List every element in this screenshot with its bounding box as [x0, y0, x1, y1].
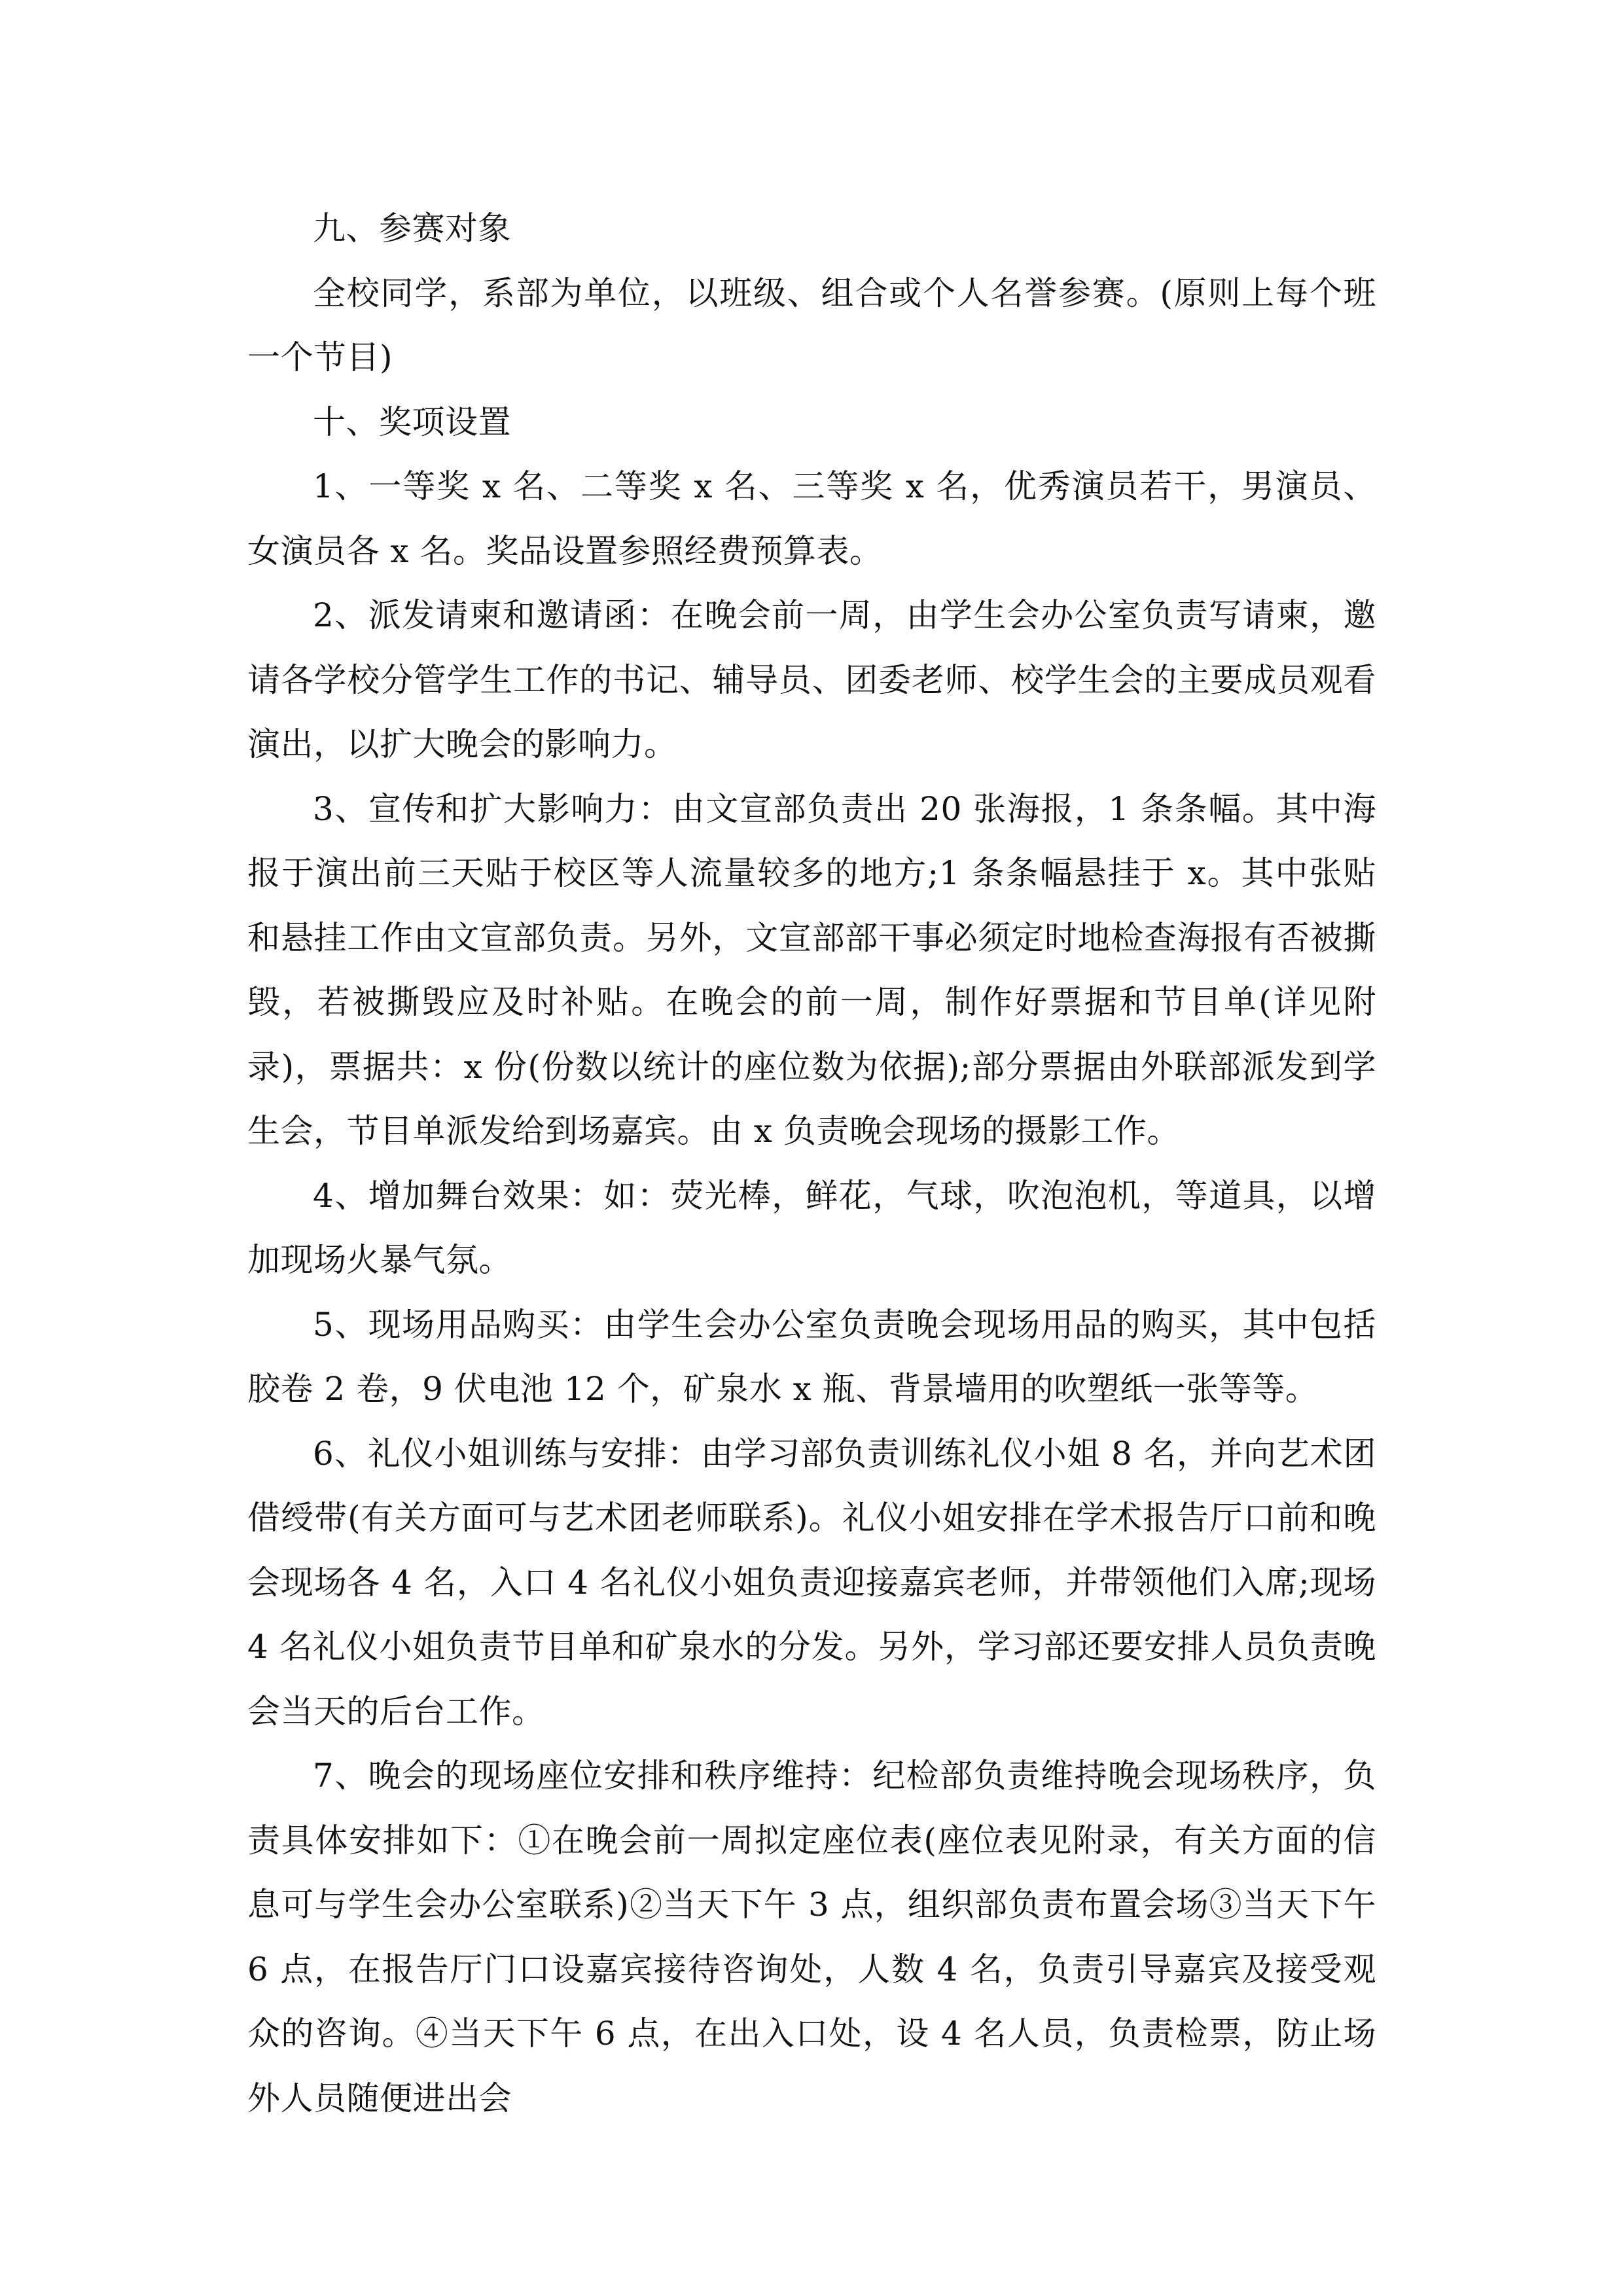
section-heading-10: 十、奖项设置: [313, 403, 511, 441]
document-body: [247, 196, 1376, 2130]
supplies-paragraph: 5、现场用品购买：由学生会办公室负责晚会现场用品的购买，其中包括胶卷 2 卷，9 伏电池 12 个，矿泉水 x 瓶、背景墙用的吹塑纸一张等等。: [247, 1305, 1376, 1408]
invitation-paragraph: 2、派发请柬和邀请函：在晚会前一周，由学生会办公室负责写请柬，邀请各学校分管学生工作的书记、辅导员、团委老师、校学生会的主要成员观看演出，以扩大晚会的影响力。: [247, 596, 1376, 763]
participants-paragraph: 全校同学，系部为单位，以班级、组合或个人名誉参赛。(原则上每个班一个节目): [247, 274, 1376, 376]
stage-effects-paragraph: 4、增加舞台效果：如：荧光棒，鲜花，气球，吹泡泡机，等道具，以增加现场火暴气氛。: [247, 1176, 1376, 1279]
seating-order-paragraph: 7、晚会的现场座位安排和秩序维持：纪检部负责维持晚会现场秩序，负责具体安排如下：①在晚会前一周拟定座位表(座位表见附录，有关方面的信息可与学生会办公室联系)②当天下午 3 点，组织部负责布置会场③当天下午 6 点，在报告厅门口设嘉宾接待咨询处，人数 4 名，负责引导嘉宾及接受观众的咨询。④当天下午 6 点，在出入口处，设 4 名人员，负责检票，防止场外人员随便进出会: [247, 1757, 1376, 2117]
etiquette-paragraph: 6、礼仪小姐训练与安排：由学习部负责训练礼仪小姐 8 名，并向艺术团借绶带(有关方面可与艺术团老师联系)。礼仪小姐安排在学术报告厅口前和晚会现场各 4 名，入口 4 名礼仪小姐负责迎接嘉宾老师，并带领他们入席;现场 4 名礼仪小姐负责节目单和矿泉水的分发。另外，学习部还要安排人员负责晚会当天的后台工作。: [247, 1434, 1376, 1731]
publicity-paragraph: 3、宣传和扩大影响力：由文宣部负责出 20 张海报，1 条条幅。其中海报于演出前三天贴于校区等人流量较多的地方;1 条条幅悬挂于 x。其中张贴和悬挂工作由文宣部负责。另外，文宣部部干事必须定时地检查海报有否被撕毁，若被撕毁应及时补贴。在晚会的前一周，制作好票据和节目单(详见附录)，票据共：x 份(份数以统计的座位数为依据);部分票据由外联部派发到学生会，节目单派发给到场嘉宾。由 x 负责晚会现场的摄影工作。: [247, 789, 1376, 1150]
awards-paragraph: 1、一等奖 x 名、二等奖 x 名、三等奖 x 名，优秀演员若干，男演员、女演员各 x 名。奖品设置参照经费预算表。: [247, 467, 1376, 570]
section-heading-9: 九、参赛对象: [313, 209, 511, 247]
